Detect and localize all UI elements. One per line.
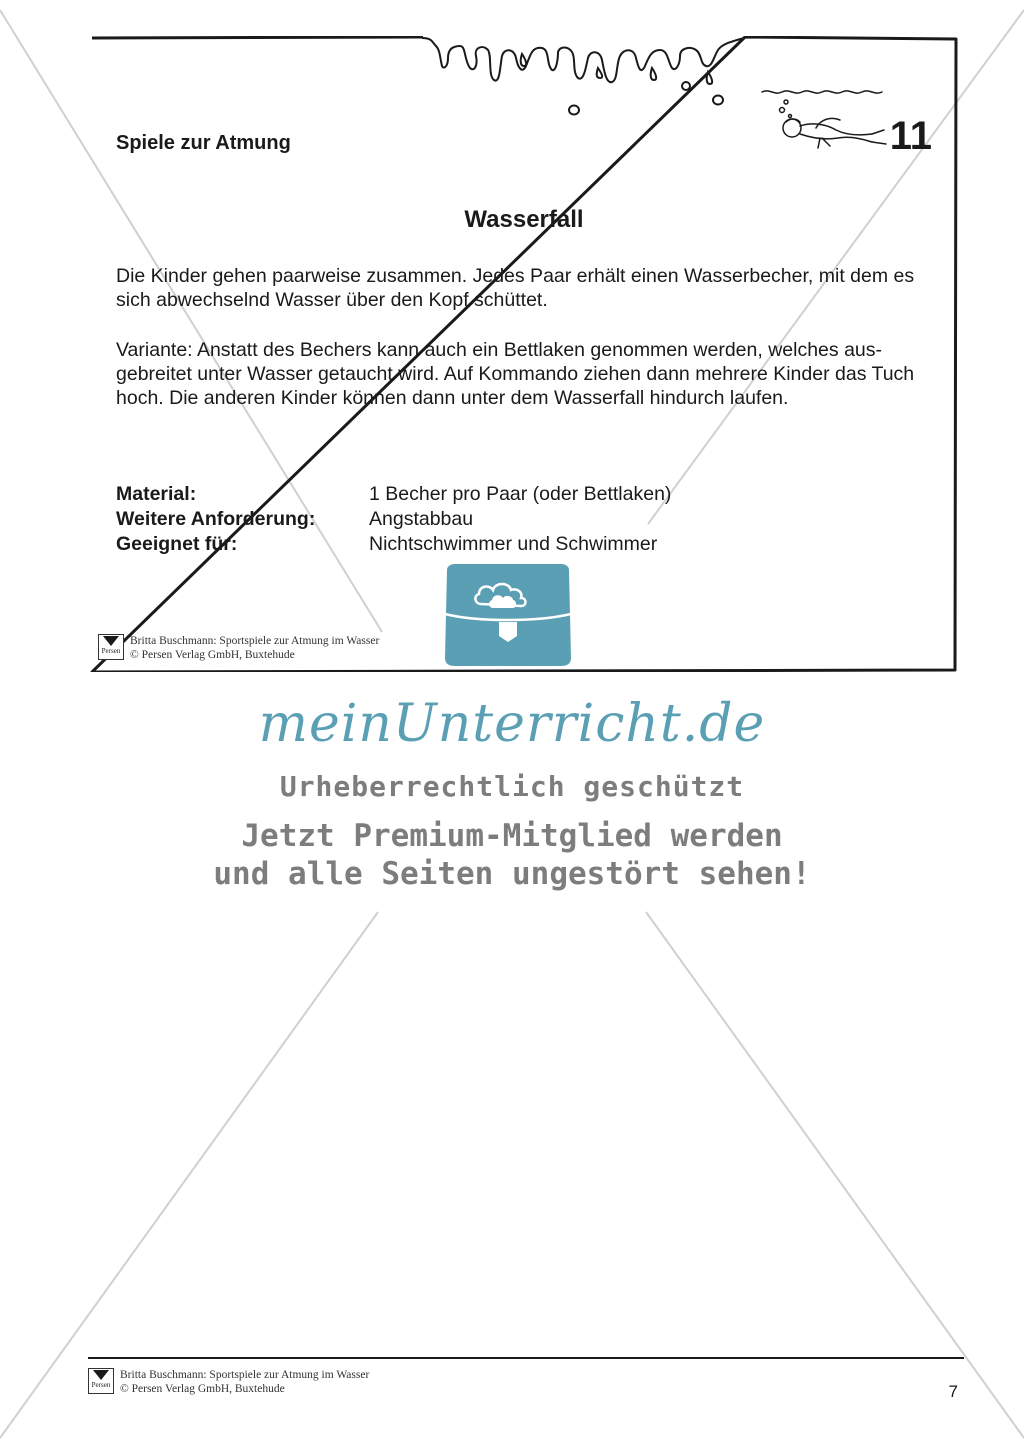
meta-value: Angstabbau	[369, 508, 474, 530]
section-label: Spiele zur Atmung	[116, 132, 291, 154]
watermark-cta: Jetzt Premium-Mitglied werden und alle Seiten ungestört sehen!	[213, 818, 811, 892]
meta-key: Material:	[116, 483, 197, 505]
page-credit: Britta Buschmann: Sportspiele zur Atmung im Wasser © Persen Verlag GmbH, Buxtehude	[120, 1369, 370, 1395]
page-number: 7	[948, 1382, 958, 1401]
meta-row-suitable	[116, 532, 671, 557]
meta-key: Geeignet für:	[116, 533, 238, 555]
card-number: 11	[889, 114, 932, 158]
meta-row-material	[116, 482, 671, 507]
persen-logo: Persen	[98, 634, 124, 660]
meta-value: 1 Becher pro Paar (oder Bettlaken)	[369, 483, 672, 505]
water-drips-icon	[422, 36, 744, 116]
card-credit: Britta Buschmann: Sportspiele zur Atmung im Wasser © Persen Verlag GmbH, Buxtehude	[130, 635, 380, 661]
swimmer-icon	[760, 86, 890, 156]
persen-logo-icon	[102, 635, 120, 647]
briefcase-cloud-icon	[437, 562, 579, 668]
persen-logo-icon	[92, 1369, 110, 1381]
persen-logo: Persen	[88, 1368, 114, 1394]
card-footer	[98, 634, 379, 662]
watermark-brand: meinUnterricht.de	[258, 694, 766, 754]
page-footer	[88, 1368, 369, 1396]
card-title: Wasserfall	[464, 206, 584, 233]
watermark-copyright: Urheberrechtlich geschützt	[279, 770, 745, 803]
meta-row-requirement	[116, 507, 671, 532]
meta-value: Nichtschwimmer und Schwimmer	[369, 533, 658, 555]
paragraph-variant: Variante: Anstatt des Bechers kann auch ein Bettlaken genommen werden, welches ausgebreitet unter Wasser getaucht wird. Auf Kommando ziehen dann mehrere Kinder das Tuch hoch. Die anderen Kinder können dann unter dem Wasserfall hindurch laufen.	[116, 339, 915, 409]
paragraph-description: Die Kinder gehen paarweise zusammen. Jedes Paar erhält einen Wasserbecher, mit dem es sich abwechselnd Wasser über den Kopf schüttet.	[116, 265, 915, 311]
meta-list	[116, 482, 671, 557]
meta-key: Weitere Anforderung:	[116, 508, 316, 530]
footer-divider	[88, 1357, 964, 1359]
